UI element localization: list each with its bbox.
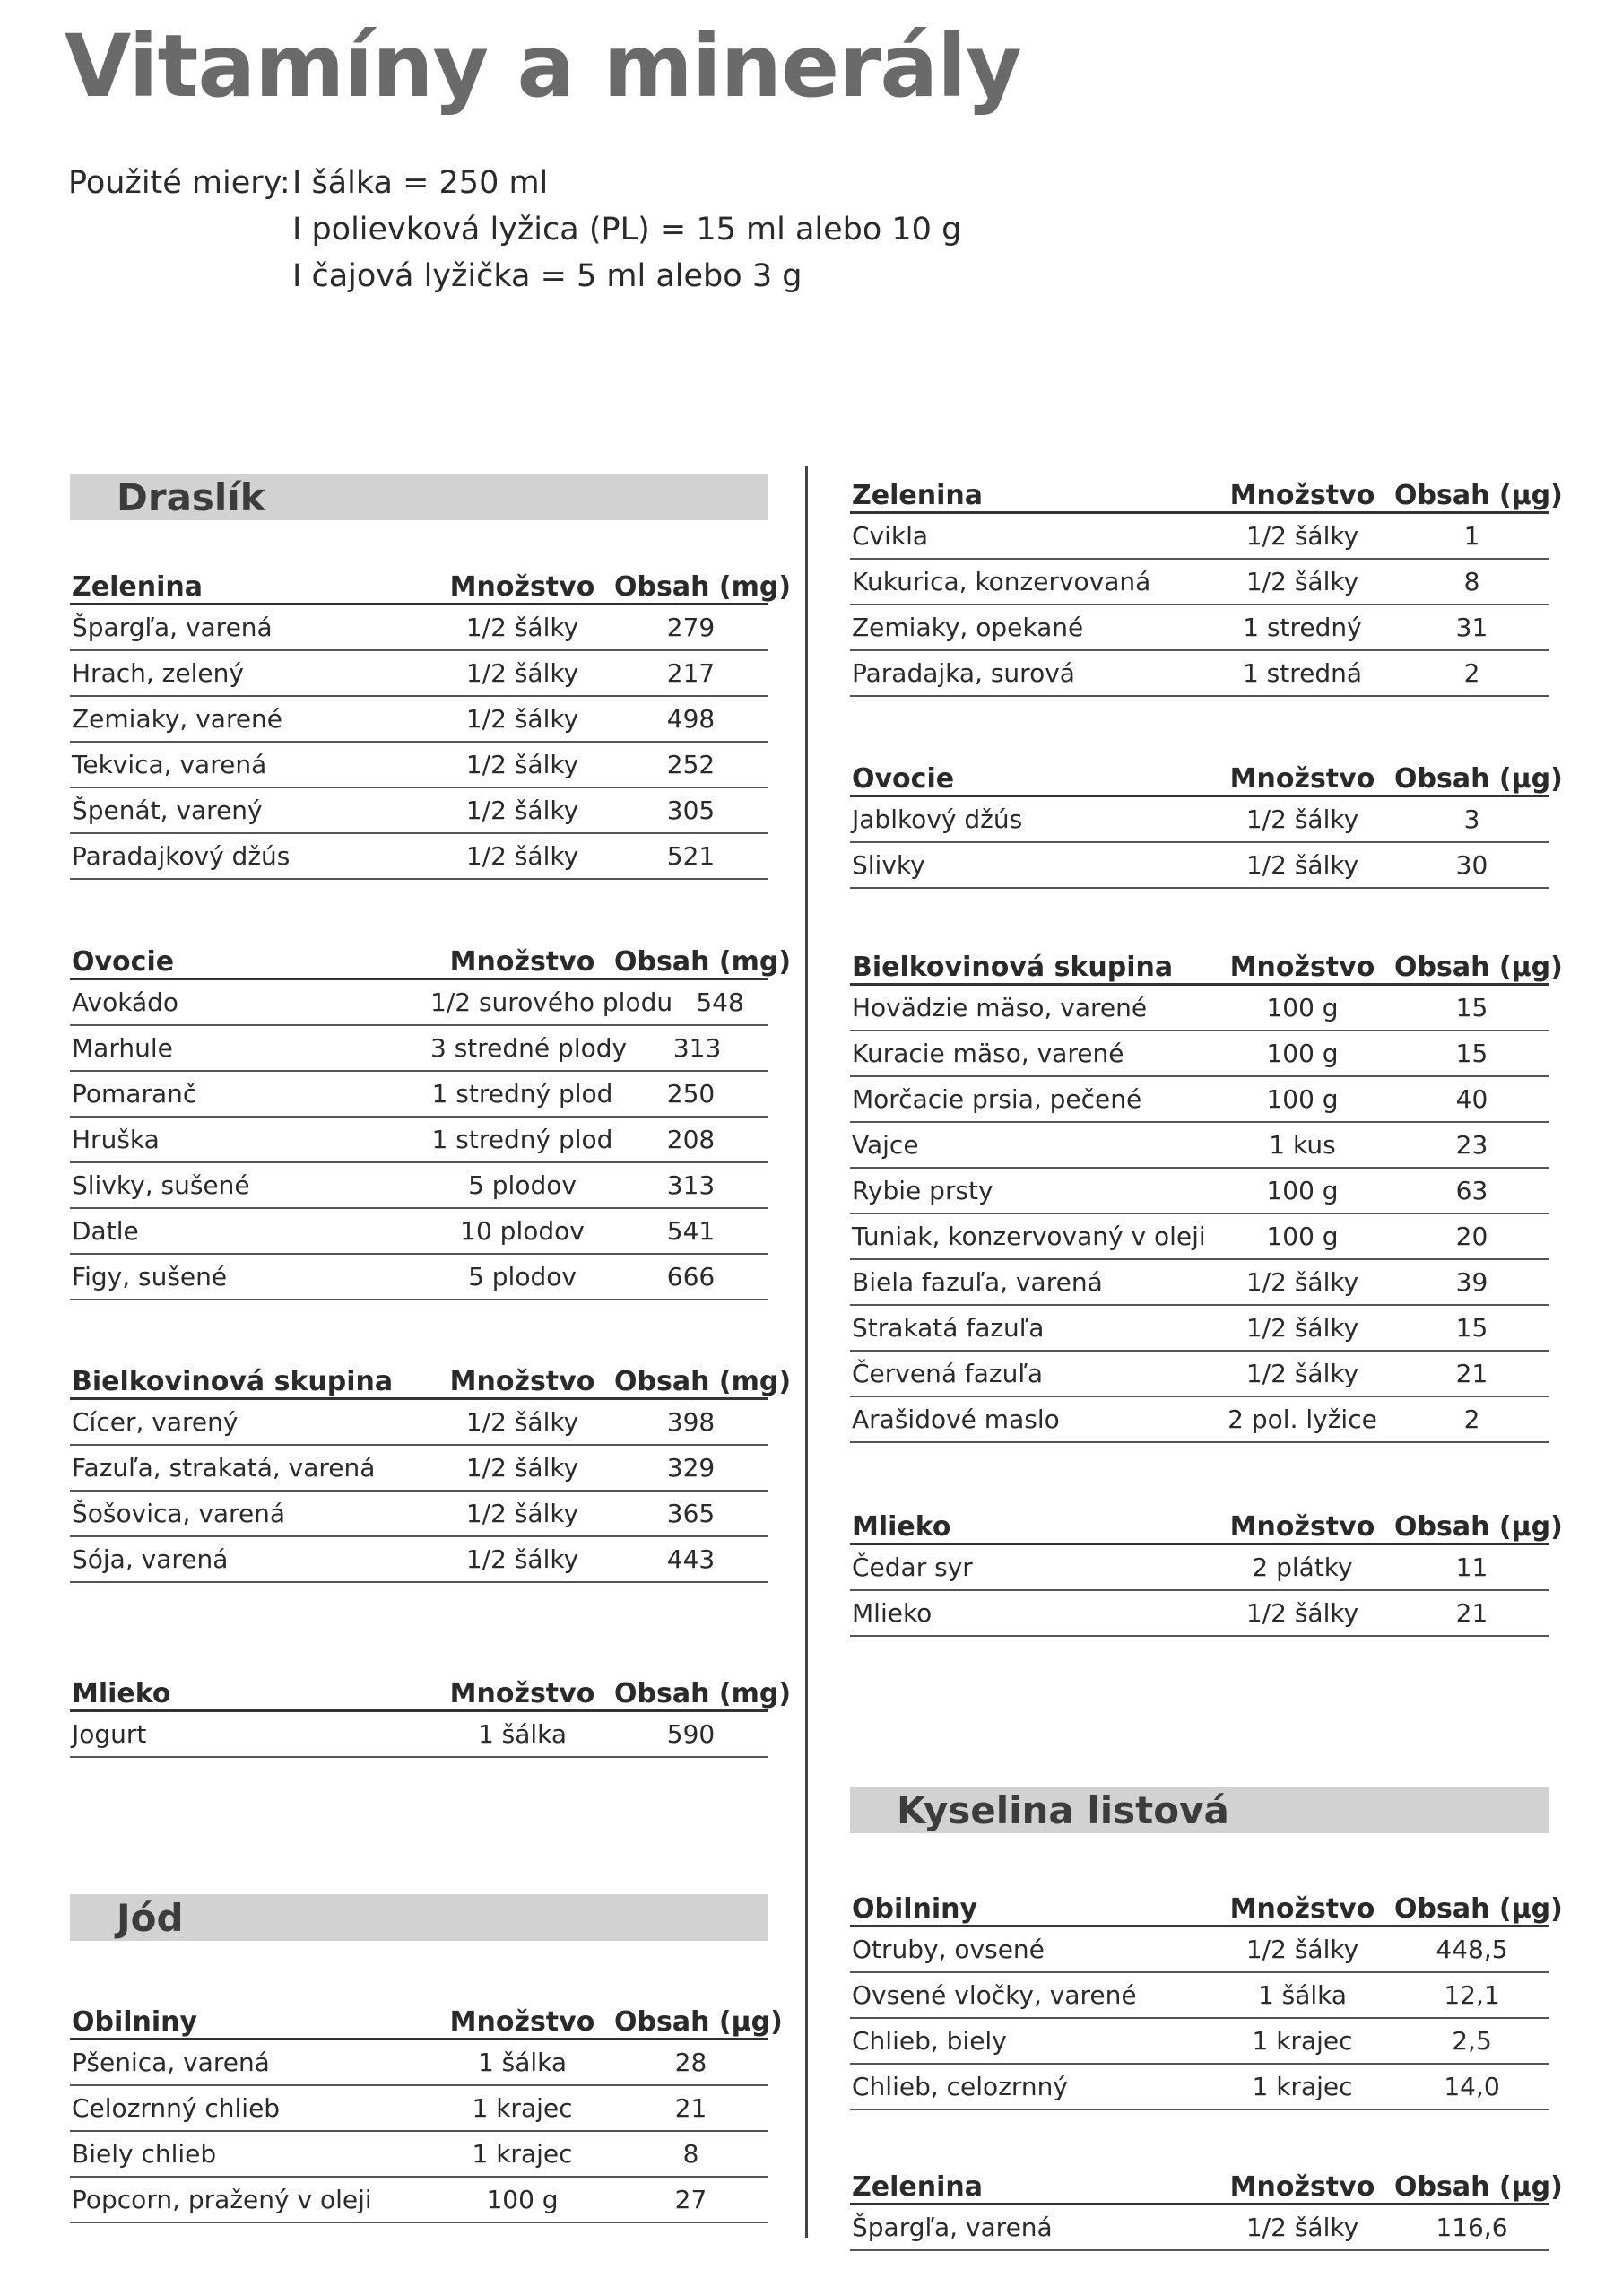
food-name: Jogurt [72,1719,147,1749]
table-group [70,1358,792,1583]
food-quantity: 1/2 šálky [1245,1359,1359,1388]
food-quantity: 1/2 šálky [1245,567,1359,596]
food-content: 11 [1455,1552,1488,1582]
food-name: Zemiaky, opekané [852,613,1084,642]
banner-jod [70,1894,768,1941]
table-header [850,755,1563,797]
table-group [70,563,792,880]
food-name: Zemiaky, varené [72,704,283,734]
food-quantity: 1 krajec [472,2093,573,2123]
food-name: Špenát, varený [72,796,263,825]
table-row [70,2086,768,2132]
table-row [850,1591,1549,1637]
table-row [70,1118,768,1163]
measure-line: I polievková lyžica (PL) = 15 ml alebo 10 g [292,212,962,248]
food-name: Ovsené vločky, varené [852,1980,1137,2010]
table-row [70,1026,768,1072]
table-row [70,1712,768,1758]
food-quantity: 1/2 šálky [1245,1935,1359,1964]
food-quantity: 3 stredné plody [430,1033,628,1063]
food-quantity: 1 krajec [1252,2026,1353,2056]
measure-line: I čajová lyžička = 5 ml alebo 3 g [292,258,802,294]
food-name: Pšenica, varená [72,2048,270,2077]
table-row [850,1973,1549,2019]
food-name: Šošovica, varená [72,1499,286,1528]
group-name: Bielkovinová skupina [852,952,1174,983]
banner-draslik-title: Draslík [117,474,265,519]
banner-folic-title: Kyselina listová [897,1787,1229,1832]
food-quantity: 100 g [1266,1084,1339,1114]
table-row [850,1077,1549,1123]
group-name: Obilniny [852,1893,978,1925]
food-quantity: 1/2 šálky [465,658,579,688]
food-name: Paradajkový džús [72,841,291,871]
food-name: Hovädzie mäso, varené [852,993,1148,1022]
food-content: 63 [1455,1176,1488,1205]
food-quantity: 1/2 šálky [1245,1267,1359,1297]
food-name: Datle [72,1216,139,1246]
food-quantity: 10 plodov [460,1216,585,1246]
table-row [70,1209,768,1255]
food-content: 548 [696,987,744,1017]
food-content: 14,0 [1444,2072,1500,2101]
table-row [70,1446,768,1492]
food-content: 8 [682,2139,699,2169]
column-header-value: Obsah (µg) [1394,480,1563,511]
table-row [70,1400,768,1446]
food-quantity: 1/2 šálky [1245,521,1359,551]
table-row [850,986,1549,1031]
food-content: 305 [666,796,716,825]
food-name: Červená fazuľa [852,1359,1044,1388]
table-row [70,1492,768,1537]
table-row [850,651,1549,697]
column-header-value: Obsah (µg) [614,2006,783,2038]
table-row [850,1927,1549,1973]
food-content: 443 [666,1544,716,1574]
table-row [70,1255,768,1300]
food-name: Mlieko [852,1598,933,1628]
food-content: 116,6 [1436,2213,1508,2242]
column-header-value: Obsah (µg) [1394,952,1563,983]
column-header-value: Obsah (µg) [1394,2171,1563,2203]
food-name: Biela fazuľa, varená [852,1267,1103,1297]
food-content: 20 [1455,1222,1488,1251]
table-row [850,1545,1549,1591]
food-name: Vajce [852,1130,919,1160]
food-quantity: 1/2 šálky [1245,1598,1359,1628]
food-name: Biely chlieb [72,2139,217,2169]
column-divider [805,466,808,2238]
measures-block [68,160,961,300]
food-content: 666 [666,1262,716,1292]
food-quantity: 5 plodov [468,1262,577,1292]
food-name: Cvikla [852,521,929,551]
food-content: 590 [666,1719,716,1749]
table-row [850,1123,1549,1169]
food-content: 313 [672,1033,722,1063]
food-name: Fazuľa, strakatá, varená [72,1453,376,1483]
table-row [850,2205,1549,2251]
food-name: Paradajka, surová [852,658,1075,688]
food-name: Špargľa, varená [852,2213,1053,2242]
food-quantity: 1/2 šálky [465,1544,579,1574]
food-quantity: 1 stredný plod [431,1079,613,1109]
food-name: Hruška [72,1125,160,1154]
food-quantity: 1/2 šálky [465,1499,579,1528]
food-content: 28 [674,2048,707,2077]
table-row [70,697,768,743]
food-quantity: 1/2 surového plodu [430,987,673,1017]
table-group [850,2163,1563,2251]
food-quantity: 1 šálka [1257,1980,1348,2010]
table-row [850,560,1549,605]
food-content: 40 [1455,1084,1488,1114]
food-name: Chlieb, celozrnný [852,2072,1068,2101]
food-quantity: 1 krajec [472,2139,573,2169]
food-content: 329 [666,1453,716,1483]
column-header-value: Obsah (mg) [614,571,792,603]
food-content: 217 [666,658,716,688]
food-quantity: 1 šálka [477,1719,568,1749]
food-quantity: 100 g [1266,1176,1339,1205]
table-row [70,605,768,651]
food-quantity: 1/2 šálky [465,1453,579,1483]
food-quantity: 1/2 šálky [465,750,579,779]
food-name: Tuniak, konzervovaný v oleji [852,1222,1206,1251]
food-content: 448,5 [1436,1935,1508,1964]
table-row [850,1260,1549,1306]
table-row [850,514,1549,560]
food-content: 23 [1455,1130,1488,1160]
group-name: Zelenina [852,480,983,511]
food-quantity: 2 plátky [1252,1552,1353,1582]
food-content: 3 [1463,804,1480,834]
table-group [850,755,1563,889]
food-content: 498 [666,704,716,734]
food-content: 252 [666,750,716,779]
food-name: Tekvica, varená [72,750,267,779]
table-row [850,1031,1549,1077]
table-row [850,797,1549,843]
table-header [70,1670,792,1712]
food-quantity: 1 stredný plod [431,1125,613,1154]
food-content: 2 [1463,1405,1480,1434]
column-header-qty: Množstvo [449,571,595,603]
food-quantity: 100 g [1266,1039,1339,1068]
food-quantity: 5 plodov [468,1170,577,1200]
column-header-qty: Množstvo [449,2006,595,2038]
table-header [70,1358,792,1400]
food-content: 8 [1463,567,1480,596]
column-header-value: Obsah (mg) [614,1366,792,1397]
table-header [850,1885,1563,1927]
food-content: 30 [1455,850,1488,880]
table-row [850,2065,1549,2110]
food-content: 208 [666,1125,716,1154]
column-header-value: Obsah (mg) [614,946,792,978]
table-row [70,980,768,1026]
column-header-qty: Množstvo [449,1366,595,1397]
food-content: 21 [674,2093,707,2123]
food-quantity: 1 šálka [477,2048,568,2077]
food-quantity: 1 stredná [1242,658,1363,688]
food-name: Kuracie mäso, varené [852,1039,1124,1068]
food-name: Otruby, ovsené [852,1935,1045,1964]
table-row [850,1169,1549,1214]
food-content: 250 [666,1079,716,1109]
column-header-value: Obsah (µg) [1394,763,1563,795]
table-group [850,1503,1563,1637]
column-header-qty: Množstvo [449,1678,595,1709]
measures-label: Použité miery: [68,165,291,201]
food-name: Marhule [72,1033,173,1063]
column-header-qty: Množstvo [1229,1511,1375,1543]
table-row [850,1397,1549,1443]
banner-draslik [70,474,768,520]
table-header [850,472,1563,514]
food-content: 21 [1455,1359,1488,1388]
group-name: Mlieko [72,1678,171,1709]
table-header [70,1998,783,2040]
food-name: Morčacie prsia, pečené [852,1084,1142,1114]
food-content: 279 [666,613,716,642]
food-name: Slivky, sušené [72,1170,250,1200]
table-row [70,743,768,788]
food-content: 39 [1455,1267,1488,1297]
table-group [70,1998,783,2223]
table-row [850,1214,1549,1260]
food-content: 365 [666,1499,716,1528]
food-name: Cícer, varený [72,1407,239,1437]
food-content: 21 [1455,1598,1488,1628]
page-title: Vitamíny a minerály [65,16,1021,117]
table-row [70,651,768,697]
group-name: Zelenina [852,2171,983,2203]
food-content: 398 [666,1407,716,1437]
table-header [850,2163,1563,2205]
food-quantity: 1 krajec [1252,2072,1353,2101]
food-quantity: 1 kus [1269,1130,1336,1160]
food-name: Hrach, zelený [72,658,244,688]
food-quantity: 1/2 šálky [1245,850,1359,880]
food-quantity: 100 g [1266,993,1339,1022]
table-row [70,788,768,834]
table-group [850,944,1563,1443]
group-name: Obilniny [72,2006,198,2038]
column-header-value: Obsah (µg) [1394,1511,1563,1543]
banner-jod-title: Jód [117,1895,184,1940]
column-header-value: Obsah (µg) [1394,1893,1563,1925]
food-name: Sója, varená [72,1544,229,1574]
group-name: Ovocie [72,946,175,978]
food-content: 1 [1463,521,1480,551]
food-quantity: 1/2 šálky [465,704,579,734]
column-header-value: Obsah (mg) [614,1678,792,1709]
table-row [70,2132,768,2178]
table-header [850,1503,1563,1545]
food-name: Slivky [852,850,925,880]
food-quantity: 1/2 šálky [465,796,579,825]
food-name: Popcorn, pražený v oleji [72,2185,372,2214]
group-name: Ovocie [852,763,955,795]
table-row [70,2178,768,2223]
table-row [70,1072,768,1118]
food-name: Pomaranč [72,1079,197,1109]
table-row [850,1306,1549,1352]
food-name: Kukurica, konzervovaná [852,567,1151,596]
food-content: 27 [674,2185,707,2214]
food-quantity: 1/2 šálky [1245,804,1359,834]
group-name: Zelenina [72,571,203,603]
food-content: 31 [1455,613,1488,642]
food-name: Špargľa, varená [72,613,273,642]
food-content: 15 [1455,1039,1488,1068]
food-quantity: 1 stredný [1243,613,1362,642]
food-name: Figy, sušené [72,1262,228,1292]
food-content: 15 [1455,993,1488,1022]
table-row [70,834,768,880]
table-group [850,1885,1563,2110]
food-name: Arašidové maslo [852,1405,1060,1434]
table-row [70,1537,768,1583]
table-row [70,1163,768,1209]
food-content: 2 [1463,658,1480,688]
food-content: 313 [666,1170,716,1200]
table-row [70,2040,768,2086]
measure-line: I šálka = 250 ml [292,165,549,201]
food-quantity: 1/2 šálky [465,613,579,642]
food-name: Chlieb, biely [852,2026,1007,2056]
food-quantity: 2 pol. lyžice [1228,1405,1377,1434]
table-header [70,938,792,980]
table-group [70,938,792,1300]
food-name: Rybie prsty [852,1176,993,1205]
food-content: 521 [666,841,716,871]
food-quantity: 100 g [1266,1222,1339,1251]
table-row [850,843,1549,889]
column-header-qty: Množstvo [1229,480,1375,511]
column-header-qty: Množstvo [449,946,595,978]
food-name: Avokádo [72,987,178,1017]
table-group [70,1670,792,1758]
food-name: Strakatá fazuľa [852,1313,1045,1343]
food-name: Čedar syr [852,1552,973,1582]
food-content: 15 [1455,1313,1488,1343]
food-quantity: 1/2 šálky [1245,1313,1359,1343]
food-content: 12,1 [1444,1980,1500,2010]
food-content: 2,5 [1452,2026,1492,2056]
table-row [850,2019,1549,2065]
column-header-qty: Množstvo [1229,763,1375,795]
column-header-qty: Množstvo [1229,2171,1375,2203]
food-content: 541 [666,1216,716,1246]
food-quantity: 1/2 šálky [465,1407,579,1437]
table-header [70,563,792,605]
table-row [850,1352,1549,1397]
food-quantity: 1/2 šálky [465,841,579,871]
table-group [850,472,1563,697]
group-name: Bielkovinová skupina [72,1366,394,1397]
column-header-qty: Množstvo [1229,1893,1375,1925]
table-row [850,605,1549,651]
food-name: Jablkový džús [852,804,1023,834]
group-name: Mlieko [852,1511,951,1543]
food-quantity: 1/2 šálky [1245,2213,1359,2242]
column-header-qty: Množstvo [1229,952,1375,983]
food-name: Celozrnný chlieb [72,2093,281,2123]
food-quantity: 100 g [486,2185,559,2214]
banner-folic [850,1787,1549,1833]
table-header [850,944,1563,986]
